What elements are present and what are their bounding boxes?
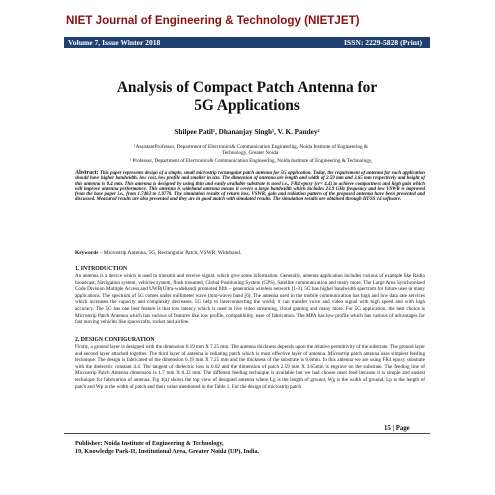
publisher-info (75, 440, 259, 456)
section-heading-introduction: 1. INTRODUCTION (75, 266, 128, 272)
abstract-label: Abstract: (75, 170, 99, 176)
abstract-text: This paper represents design of a simple, small microstrip rectangular patch antenna for 5G application. Today, the requirement of antenna for such application should have higher bandwidth, low cost, low profile and smaller in size. The dimension of antenna are length and width of 2.59 mm and 3.65 mm respectively and height of this antenna is 0.4 mm. This antenna is designed by using thin and easily available substrate is used i.e., FR4 epoxy (εr= 4.4) to achieve compactness and high gain which will improve antenna performance. This antenna is wideband antenna means it covers a large bandwidth which includes 23.9 GHz frequency and low VSWR is improved from the base paper i.e., from 1.7483 to 1.0770. The simulation results of return loss, VSWR, gain and radiation pattern of the proposed antenna have been presented and discussed. Measured results are also presented and they are in good match with simulated results. The simulation results are obtained through HFSS 14 software. (75, 171, 425, 203)
journal-info-bar (64, 37, 430, 48)
affiliation-1-continued: Technology, Greater Noida (221, 150, 279, 156)
footer-divider (64, 433, 430, 434)
authors: Shilpee Patil¹, Dhananjay Singh¹, V. K. Pandey² (174, 128, 320, 136)
keywords-text: – Microstrip Antenna, 5G, Rectangular Patch, VSWR, Wideband. (98, 250, 242, 256)
paper-title-line-2: 5G Applications (194, 97, 300, 114)
affiliation-2: ² Professor, Department of Electronics& Communication Engineering, Noida Institute of Engineering & Technology, (129, 158, 373, 164)
page-number: 15 | Page (384, 425, 410, 432)
section-text-design-configuration: Firstly, a ground layer is designed with the dimension 6.19 mm X 7.25 mm. The antenna thickness depends upon the relative permittivity of the substrate. The ground layer and second layer attached together. The third layer of antenna is radiating patch which is most effective layer of antenna. Microstrip patch antenna uses simplest feeding technique. The design is fabricated of the dimension 6.19 mm X 7.25 mm and the thickness of the substrate is 0.6mm. In this antenna we are using FR4 epoxy substrate with the dielectric constant 4.4. The tangent of dielectric loss is 0.02 and the dimension of patch 2.59 mm X 3.65mm is engrave on the substrate. The feeding line of Microstrip Patch Antenna dimension is 1.7 mm X 0.33 mm. The different feeding technique is available but we had choose inset feed because it is simple and easiest technique for fabrication of antenna. Fig 1(a) shows the top view of designed antenna where Lg is the length of ground, Wg is the width of ground, Lp is the length of patch and Wp is the width of patch and their value mentioned in the Table 1. For the design of microstrip patch (75, 344, 425, 390)
publisher-line-1: Publisher: Noida Institute of Engineering & Technology, (75, 440, 224, 447)
affiliation-1: ¹AssistantProfessor, Department of Electronics& Communication Engineering, Noida Institute of Engineering & (134, 144, 368, 150)
keywords-label: Keywords (75, 250, 99, 256)
journal-title: NIET Journal of Engineering & Technology (NIETJET) (66, 14, 360, 27)
issn: ISSN: 2229-5828 (Print) (343, 38, 422, 47)
section-heading-design-configuration: 2. DESIGN CONFIGURATION (75, 337, 155, 343)
abstract (75, 171, 425, 203)
keywords (75, 250, 425, 256)
publisher-line-2: 19, Knowledge Park-II, Institutional Area, Greater Noida (UP), India. (75, 448, 260, 455)
section-text-introduction: An antenna is a device which is used to transmit and receive signal, which give some information. Generally, antenna application includes various of example like Radio broadcast, Navigation system, vehicles system, flush mounted, Global Positioning System (GPS), Satellite communication and many more. The Large Area Synchronized Code Division Multiple Access and UWB(Ultra-wideband) promoted fifth – generation wireless network [1-3]. 5G has higher bandwidth spectrum for future uses in many applications. The spectrum of 5G comes under millimeter wave (mm-wave) band [6]. The antenna used in the mobile communication has high and low data rate services which increases the capacity and complexity decreases. 5G help to interconnecting the world; it can transfer voice and video signal with high speed and with high accuracy. The 5G has one best feature is that low latency which is used in live video streaming, cloud gaming and many more. For 5G application, the best choice is Microstrip Patch Antenna which has various of features like low profile, compatibility, ease of fabrication. The MPA has low profile which has various of advantages for fast moving vehicles like spacecrafts, rocket and airline. (75, 273, 425, 326)
volume-issue: Volume 7, Issue Winter 2018 (68, 38, 161, 47)
paper-title-line-1: Analysis of Compact Patch Antenna for (116, 79, 378, 96)
